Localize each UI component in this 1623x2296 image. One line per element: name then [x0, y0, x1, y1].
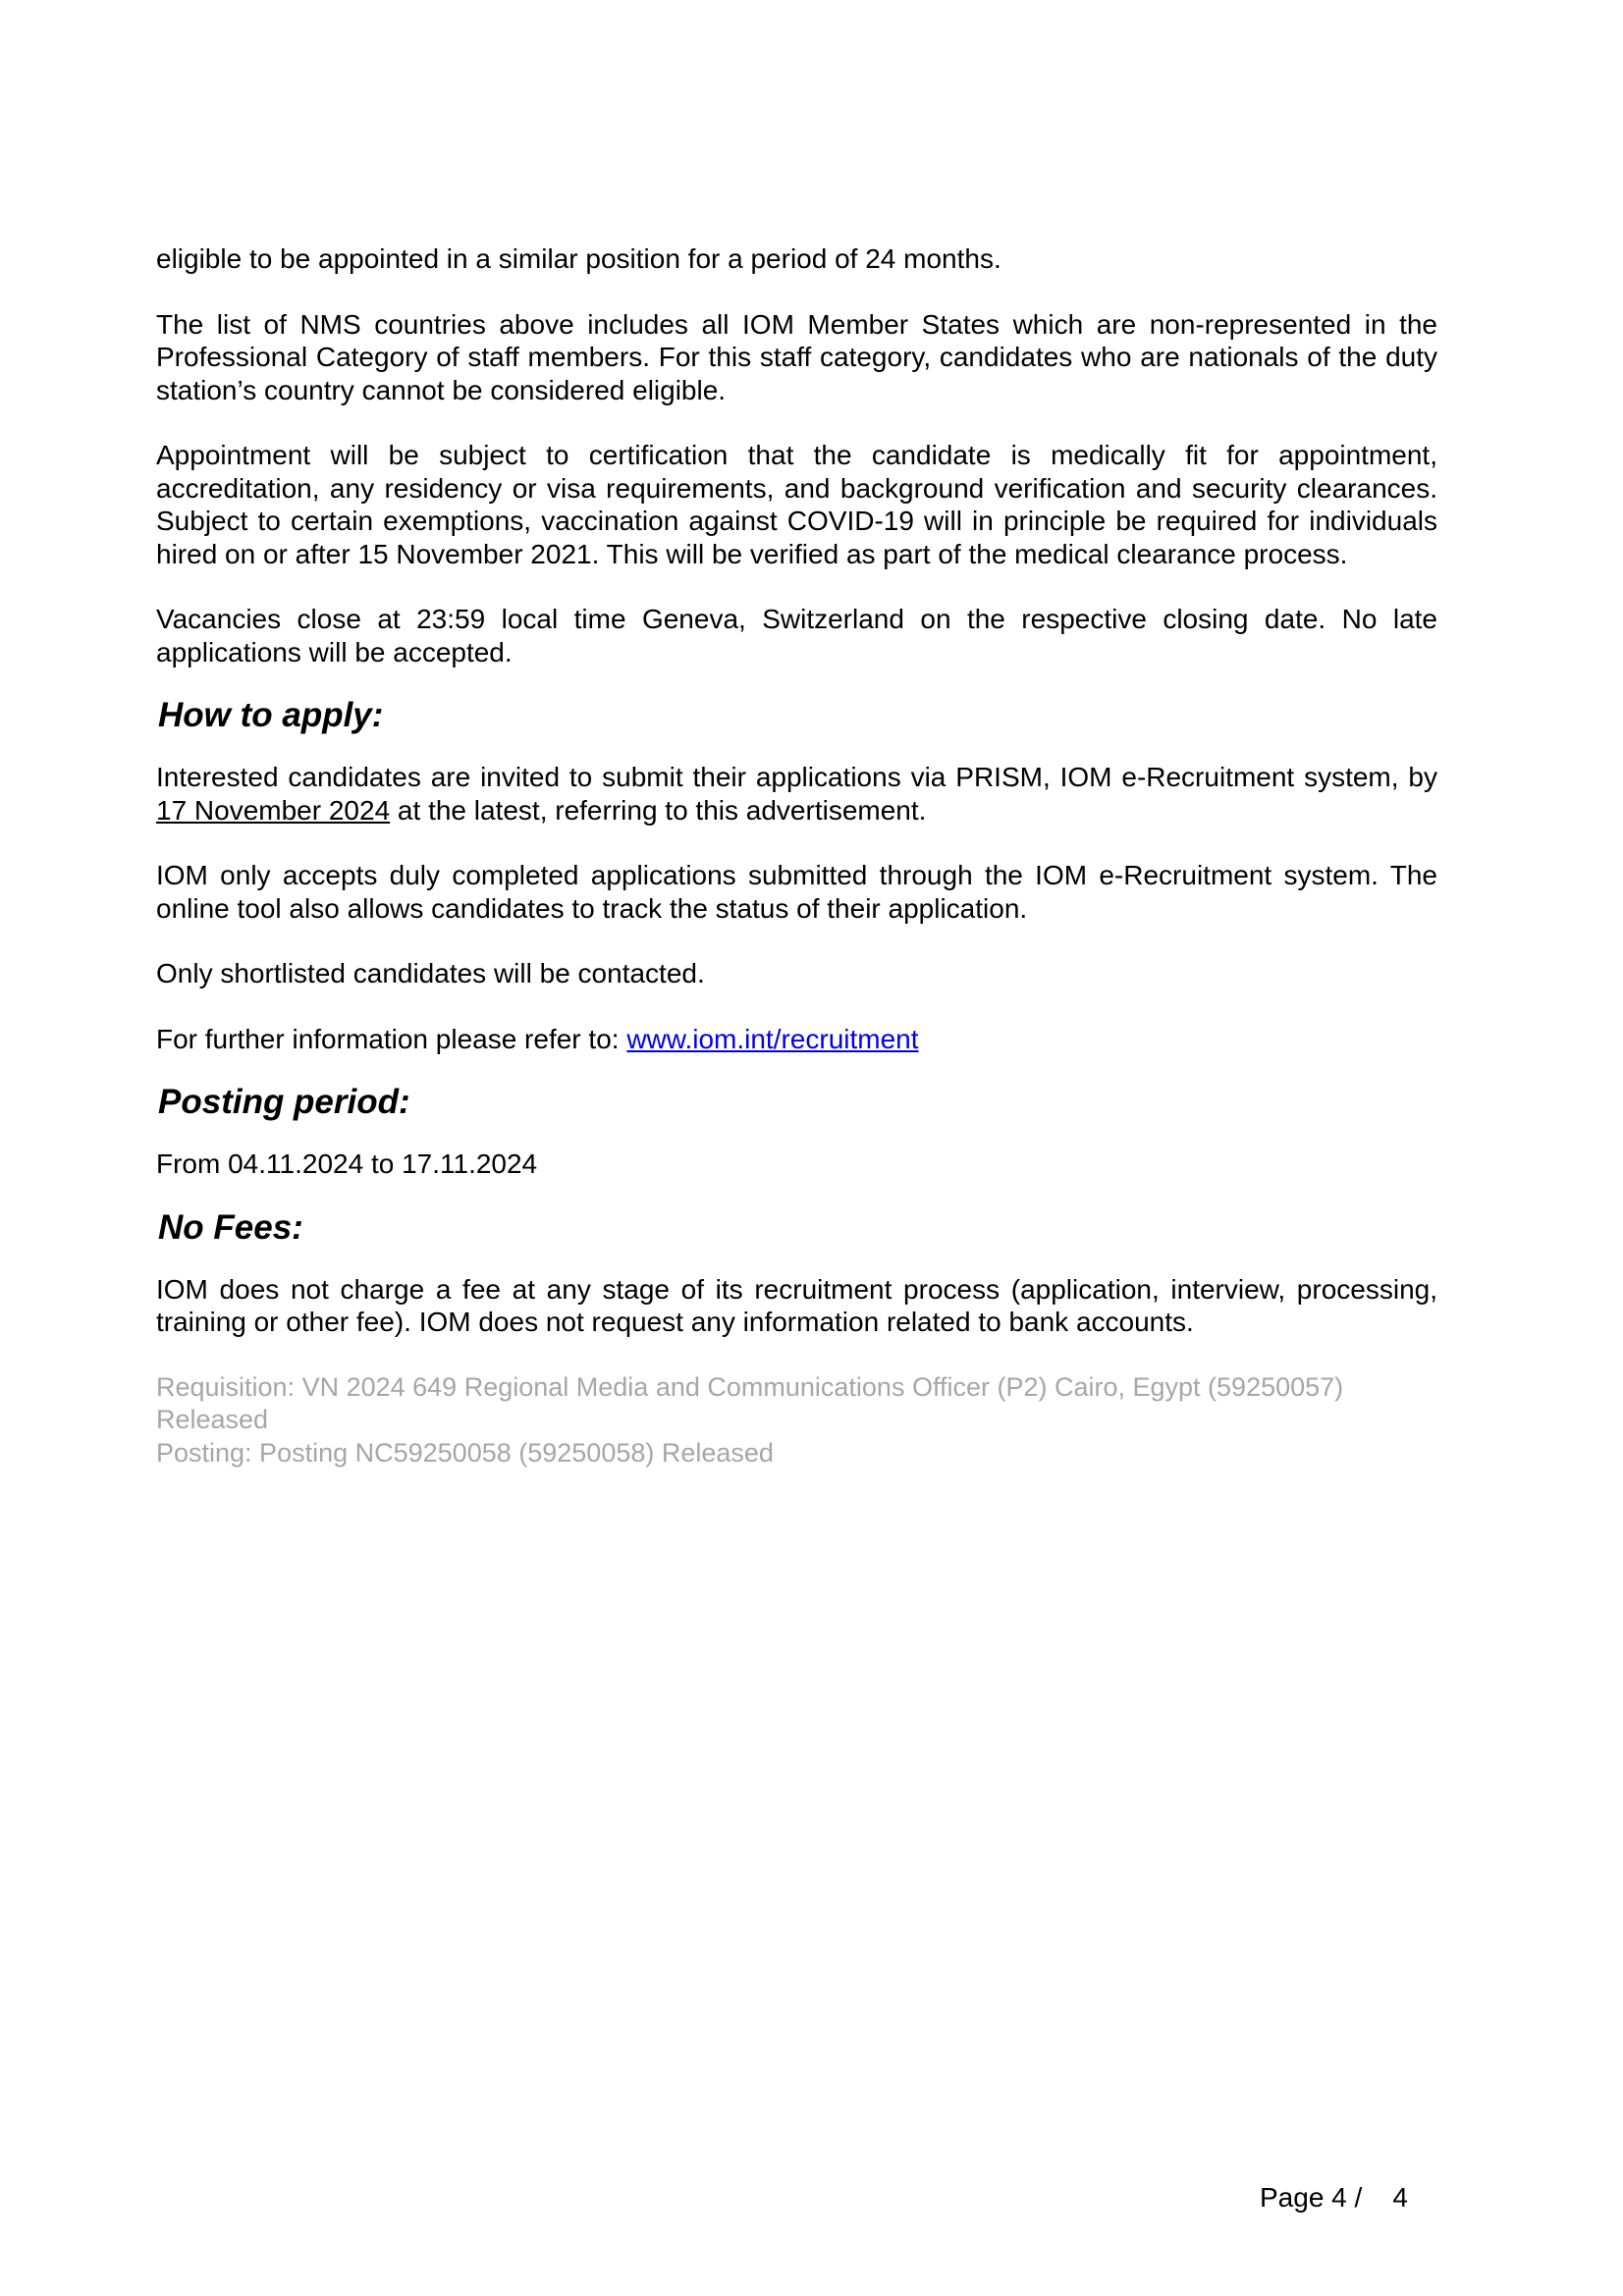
closing-date-underlined: 17 November 2024 [156, 794, 391, 826]
recruitment-link[interactable]: www.iom.int/recruitment [626, 1023, 919, 1054]
paragraph-nms-countries: The list of NMS countries above includes all IOM Member States which are non-represented in the Professional Category of staff members. For this staff category, candidates who are nationals of the duty station’s country cannot be considered eligible. [156, 308, 1437, 405]
further-info-text: For further information please refer to: [156, 1023, 627, 1054]
heading-posting-period: Posting period: [158, 1083, 410, 1121]
paragraph-eligibility: eligible to be appointed in a similar position for a period of 24 months. [156, 243, 1001, 274]
paragraph-posting-dates: From 04.11.2024 to 17.11.2024 [156, 1148, 538, 1179]
paragraph-no-fees: IOM does not charge a fee at any stage of its recruitment process (application, interview, processing, training or other fee). IOM does not request any information related to bank accounts. [156, 1273, 1437, 1337]
paragraph-application-submission [156, 761, 1437, 827]
requisition-status: Released [156, 1405, 269, 1434]
paragraph-appointment-conditions: Appointment will be subject to certification that the candidate is medically fit for appointment, accreditation, any residency or visa requirements, and background verification and security clearances. Subject to certain exemptions, vaccination against COVID-19 will in principle be required for individuals hired on or after 15 November 2021. This will be verified as part of the medical clearance process. [156, 440, 1437, 569]
requisition-line: Requisition: VN 2024 649 Regional Media and Communications Officer (P2) Cairo, Egypt (59250057) [156, 1371, 1344, 1402]
paragraph-further-info [156, 1023, 1437, 1056]
document-page [156, 242, 1437, 1469]
paragraph-vacancy-closing: Vacancies close at 23:59 local time Geneva, Switzerland on the respective closing date. No late applications will be accepted. [156, 604, 1437, 667]
paragraph-accepted-applications: IOM only accepts duly completed applications submitted through the IOM e-Recruitment system. The online tool also allows candidates to track the status of their application. [156, 860, 1437, 924]
page-number: Page 4 / 4 [1260, 2182, 1408, 2213]
posting-line: Posting: Posting NC59250058 (59250058) Released [156, 1437, 774, 1468]
heading-how-to-apply: How to apply: [158, 696, 384, 734]
paragraph-shortlisted: Only shortlisted candidates will be contacted. [156, 958, 705, 988]
application-text-before: Interested candidates are invited to submit their applications via PRISM, IOM e-Recruitment system, by [156, 762, 1437, 792]
heading-no-fees: No Fees: [158, 1207, 303, 1247]
application-text-after: at the latest, referring to this advertisement. [390, 794, 927, 826]
